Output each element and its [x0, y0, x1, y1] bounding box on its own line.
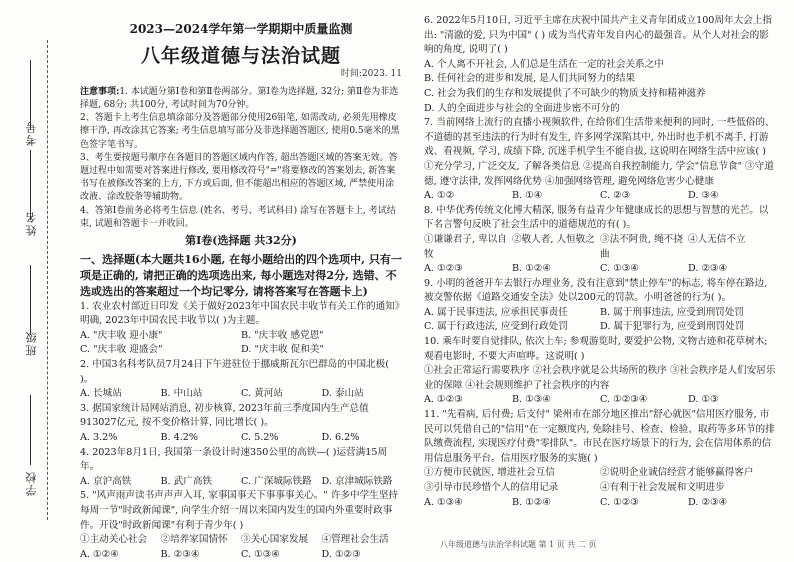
question-9	[424, 277, 776, 335]
exam-no-field	[30, 60, 31, 130]
question-2	[80, 358, 402, 402]
question-11	[424, 408, 776, 510]
question-stem: 10. 乘车时要自觉排队, 依次上车; 参观游览时, 要爱护公物, 文物古迹和花草树木; 观看电影时, 不要大声喧哗。这说明( )	[424, 336, 768, 362]
option-a: A. ①③④	[424, 496, 463, 508]
option-d: D. 京津城际铁路	[321, 475, 393, 487]
class-field	[30, 265, 31, 335]
notes-label: 注意事项:	[80, 86, 120, 97]
statement-1: ①方便市民就医, 增进社会互信	[424, 467, 555, 479]
class-label: 班级	[25, 330, 38, 356]
statement-2: ②说明企业诚信经营才能够赢得客户	[600, 467, 754, 479]
option-c: C. ①②③	[600, 496, 639, 508]
note-3: 3、考生要按题号顺序在各题目的答题区域内作答, 超出答题区域的答案无效。答题过程中如需要对答案进行修改, 要用修改符号"="将要修改的答案划去, 新答案书写在被修改答案的上方, 下方或后面, 但不能超出相应的答题区域, 严禁使用涂改液、涂改胶条等辅助物。	[80, 152, 398, 203]
option-b: B. 任何社会的进步和发展, 是人们共同努力的结果	[424, 73, 636, 85]
option-a: A. ①②	[424, 190, 455, 202]
school-field	[30, 395, 31, 465]
question-stem: 9. 小明的爸爸开车去银行办理业务, 没有注意到"禁止停车"的标志, 将车停在路边, 被交警依据《道路交通安全法》处以200元的罚款。小明爸爸的行为( )。	[424, 277, 768, 304]
page-footer: 八年级道德与法治学科试题 第 1 页 共 二 页	[440, 540, 597, 549]
option-d: D. ①③	[688, 394, 719, 406]
option-d: D. 人的全面进步与社会的全面进步密不可分的	[424, 102, 620, 114]
question-1	[80, 300, 402, 358]
option-c: C. 社会为我们的生存和发展提供了不可缺少的物质支持和精神滋养	[424, 87, 706, 99]
question-stem: 5. "风声雨声读书声声声入耳, 家事国事天下事事事关心。" 许多中学生坚持每周一节"时政新闻课", 向学生介绍一周以来国内发生的国内外重要时政事件。开设"时政新闻课"有利于青少年( )	[80, 490, 398, 531]
statement-3: ③关心国家发展	[241, 534, 309, 546]
option-c: C. 广深城际铁路	[241, 475, 312, 487]
option-c: C. ②③	[600, 190, 631, 202]
statement-3: ③引导市民珍惜个人的信用记录	[424, 482, 559, 493]
statement-1: ①谦谦君子, 卑以自牧	[424, 233, 507, 260]
option-c: C. ①③④	[241, 548, 280, 560]
option-b: B. ②③④	[160, 548, 200, 560]
question-stem: 6. 2022年5月10日, 习近平主席在庆祝中国共产主义青年团成立100周年大会上指出: "清澈的爱, 只为中国" ( ) 成为当代青年发自内心的最强音。从个人对社会的影响的角度, 说明了( )	[424, 15, 772, 56]
option-d: D. ②③④	[688, 496, 728, 508]
note-1: 1. 本试题分第Ⅰ卷和第Ⅱ卷两部分。第Ⅰ卷为选择题, 32分; 第Ⅱ卷为非选择题, 68分; 共100分, 考试时间为70分钟。	[80, 86, 399, 110]
name-field	[30, 150, 31, 220]
question-stem: 2. 中国3名科考队员7月24日下午进驻位于挪威斯瓦尔巴群岛的中国北极( )。	[80, 358, 389, 385]
option-b: B. 中山站	[160, 388, 203, 400]
option-c: C. "庆丰收 迎盛会"	[80, 344, 163, 356]
option-a: A. ①②③	[424, 394, 463, 406]
option-d: D. ②③④	[688, 263, 728, 275]
option-c: C. ①③④	[600, 263, 639, 275]
section-instruction: 一、选择题(本大题共16小题, 在每小题给出的四个选项中, 只有一项是正确的, 请把正确的选项选出来, 每小题选对得2分, 选错、不选或选出的答案超过一个均记零分, 请将答案写在答题卡上)	[80, 252, 402, 298]
question-7	[424, 116, 776, 204]
left-column	[80, 14, 402, 562]
right-column	[424, 14, 776, 510]
option-a: A. ①②③	[424, 263, 463, 275]
name-label: 姓名	[25, 210, 38, 236]
option-a: A. 京沪高铁	[80, 475, 132, 487]
question-stem: 3. 据国家统计局网站消息, 初步核算, 2023年前三季度国内生产总值913027亿元, 按不变价格计算, 同比增长( )。	[80, 402, 369, 429]
statement-2: ②培养家国情怀	[160, 534, 228, 546]
question-stem: 4. 2023年8月1日, 我国第一条设计时速350公里的高铁—( )运营满15周年。	[80, 446, 388, 473]
option-c: C. ①②③④	[600, 394, 648, 406]
option-c: C. 属于行政违法, 应受到行政处罚	[424, 321, 568, 333]
exam-time: 时间:2023. 11	[340, 69, 402, 80]
option-b: B. 属于刑事违法, 应受到刑罚处罚	[600, 306, 744, 318]
school-label: 学校	[25, 470, 38, 496]
exam-term: 2023—2024学年第一学期期中质量监测	[129, 22, 353, 36]
statement-4: ④管理社会生活	[321, 534, 389, 546]
statements: ①社会正常运行需要秩序 ②社会秩序就是公共场所的秩序 ③社会秩序是人们安居乐业的保障 ④社会规则维护了社会秩序的内容	[424, 365, 776, 391]
option-d: D. "庆丰收 促和美"	[241, 344, 324, 356]
option-c: C. 5.2%	[241, 431, 279, 443]
question-5	[80, 489, 402, 562]
question-stem: 7. 当前网络上流行的直播小视频软件, 在给你们生活带来便利的同时, 一些低俗的、不道德的甚至违法的行为时有发生, 许多网学深陷其中, 外出时也手机不离手, 打游戏、看视频, 学习, 成绩下降, 沉迷手机学生不能自拔, 这说明在网络生活中应该( )	[424, 117, 775, 158]
option-d: D. ①②③	[321, 548, 361, 560]
question-stem: 11. "先看病, 后付费; 后支付" 梁州市在部分地区推出"舒心就医"信用医疗服务, 市民可以凭借自己的"信用"在一定额度内, 免除挂号、检查、检验、取药等多环节的排队缴费流程, 实现医疗付费"零排队"。市民在医疗场景下的行为, 会在信用体系的信用信息服务平台。信用医疗服务的实施( )	[424, 409, 775, 464]
statements: ①充分学习, 广泛交友, 了解各类信息 ②提高自我控制能力, 学会"信息节食" ③守道德, 遵守法律, 发挥网络优势 ④加强网络管理, 避免网络危害少心健康	[424, 160, 774, 187]
option-d: D. 泰山站	[321, 388, 364, 400]
note-4: 4、答第Ⅰ卷前务必将考生信息 (姓名、考号、考试科目) 涂写在答题卡上, 考试结束, 试题和答题卡一并收回。	[80, 205, 396, 229]
notes-block	[80, 86, 402, 231]
question-6	[424, 14, 776, 116]
option-a: A. "庆丰收 迎小康"	[80, 329, 163, 341]
note-2: 2、答题卡上考生信息填涂部分及答题部分使用26铅笔, 如需改动, 必须先用橡皮擦干净, 再改涂其它答案; 考生信息填写部分及非选择题答题区, 使用0.5毫米的黑色签字笔书写。	[80, 113, 400, 150]
section-title: 第Ⅰ卷(选择题 共32分)	[185, 234, 297, 248]
question-stem: 8. 中华优秀传统文化博大精深, 服务有益青少年健康成长的思想与智慧的光芒。以下名言警句反映了社会生活中的道德规范的有( )。	[424, 204, 769, 231]
question-10	[424, 335, 776, 408]
binding-dash-line	[47, 40, 48, 520]
option-a: A. ①②④	[80, 548, 119, 560]
option-a: A. 3.2%	[80, 431, 118, 443]
option-a: A. 个人离不开社会, 人们总是生活在一定的社会关系之中	[424, 58, 664, 70]
question-8	[424, 204, 776, 277]
statement-4: ④人无信不立	[688, 233, 746, 245]
option-c: C. 黄河站	[241, 388, 283, 400]
option-b: B. "庆丰收 感党恩"	[241, 329, 324, 341]
statement-4: ④有利于社会发展和文明进步	[600, 482, 725, 493]
option-d: D. 属于犯罪行为, 应受到刑罚处罚	[600, 321, 745, 333]
option-b: B. 4.2%	[160, 431, 199, 443]
option-d: D. ③④	[688, 190, 719, 202]
option-b: B. ①③④	[512, 394, 551, 406]
option-b: B. ①②④	[512, 263, 551, 275]
binding-margin	[0, 0, 70, 561]
option-a: A. 长城站	[80, 388, 122, 400]
option-a: A. 属于民事违法, 应承担民事责任	[424, 306, 568, 318]
option-d: D. 6.2%	[321, 431, 360, 443]
option-b: B. ①②④	[512, 496, 551, 508]
statement-2: ②敬人者, 人恒敬之	[512, 233, 595, 245]
statement-3: ③法不阿贵, 绳不挠曲	[600, 233, 683, 260]
option-b: B. 武广高铁	[160, 475, 213, 487]
exam-title: 八年级道德与法治试题	[140, 44, 341, 67]
option-b: B. ①④	[512, 190, 543, 202]
exam-no-label: 考号	[25, 120, 38, 146]
question-3	[80, 402, 402, 446]
statement-1: ①主动关心社会	[80, 534, 148, 546]
question-stem: 1. 农业农村部近日印发《关于做好2023年中国农民丰收节有关工作的通知》明确, 2023年中国农民丰收节以( )为主题。	[80, 300, 400, 327]
question-4	[80, 446, 402, 490]
